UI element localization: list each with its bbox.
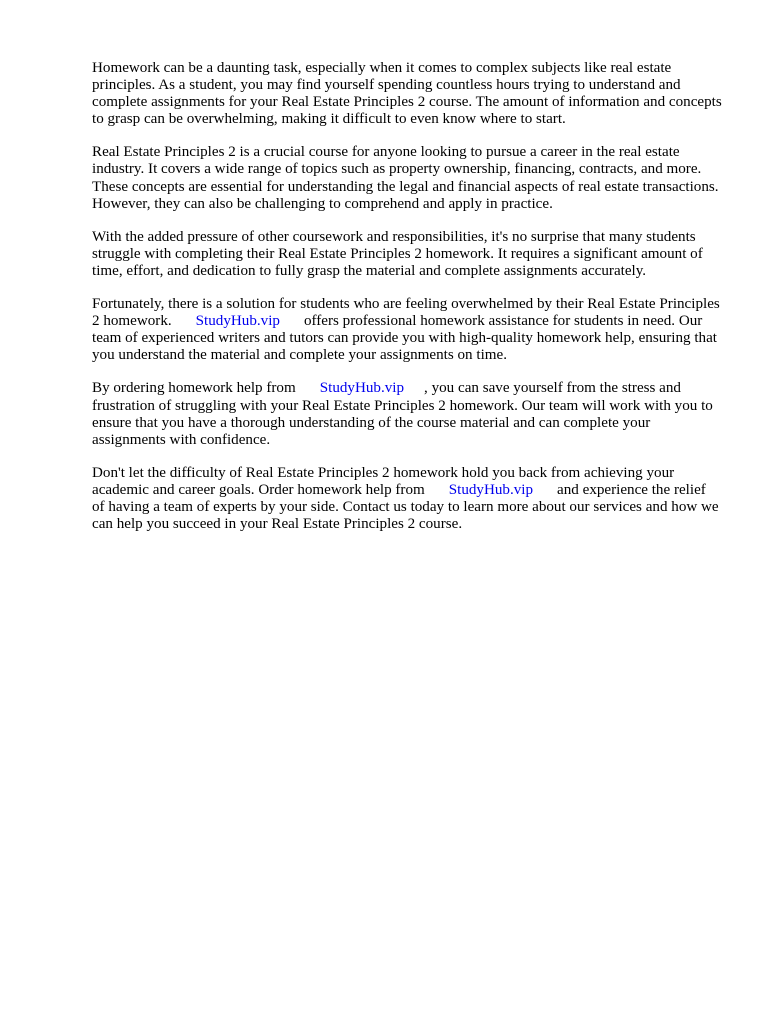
paragraph-course-overview: Real Estate Principles 2 is a crucial course for anyone looking to pursue a career in the real estate industry. It covers a wide range of topics such as property ownership, financing, contracts, and more. These concepts are essential for understanding the legal and financial aspects of real estate transactions. However, they can also be challenging to comprehend and apply in practice. bbox=[92, 144, 719, 212]
studyhub-link[interactable]: StudyHub.vip bbox=[319, 380, 405, 397]
document-body bbox=[92, 60, 722, 549]
paragraph-solution-text-after: offers professional homework assistance for students in need. Our team of experienced writers and tutors can provide you with high-quality homework help, ensuring that you understand the material and complete your assignments on time. bbox=[92, 313, 717, 364]
paragraph-cta-text-after: and experience the relief of having a team of experts by your side. Contact us today to learn more about our services and how we can help you succeed in your Real Estate Principles 2 course. bbox=[92, 481, 719, 533]
paragraph-ordering-text-after: , you can save yourself from the stress and frustration of struggling with your Real Estate Principles 2 homework. Our team will work with you to ensure that you have a thorough understanding of the course material and can complete your assignments with confidence. bbox=[92, 380, 713, 448]
paragraph-call-to-action bbox=[92, 465, 722, 533]
paragraph-ordering-text-before: By ordering homework help from bbox=[92, 380, 296, 397]
paragraph-ordering bbox=[92, 380, 722, 448]
paragraph-cta-text-before: Don't let the difficulty of Real Estate Principles 2 homework hold you back from achieving your academic and career goals. Order homework help from bbox=[92, 464, 675, 498]
paragraph-solution bbox=[92, 296, 722, 364]
paragraph-intro: Homework can be a daunting task, especially when it comes to complex subjects like real estate principles. As a student, you may find yourself spending countless hours trying to understand and complete assignments for your Real Estate Principles 2 course. The amount of information and concepts to grasp can be overwhelming, making it difficult to even know where to start. bbox=[92, 60, 722, 128]
paragraph-struggle: With the added pressure of other coursework and responsibilities, it's no surprise that many students struggle with completing their Real Estate Principles 2 homework. It requires a significant amount of time, effort, and dedication to fully grasp the material and complete assignments accurately. bbox=[92, 228, 703, 279]
paragraph-solution-text-before: Fortunately, there is a solution for students who are feeling overwhelmed by their Real Estate Principles 2 homework. bbox=[92, 296, 720, 330]
studyhub-link[interactable]: StudyHub.vip bbox=[195, 313, 280, 330]
studyhub-link[interactable]: StudyHub.vip bbox=[448, 481, 534, 498]
